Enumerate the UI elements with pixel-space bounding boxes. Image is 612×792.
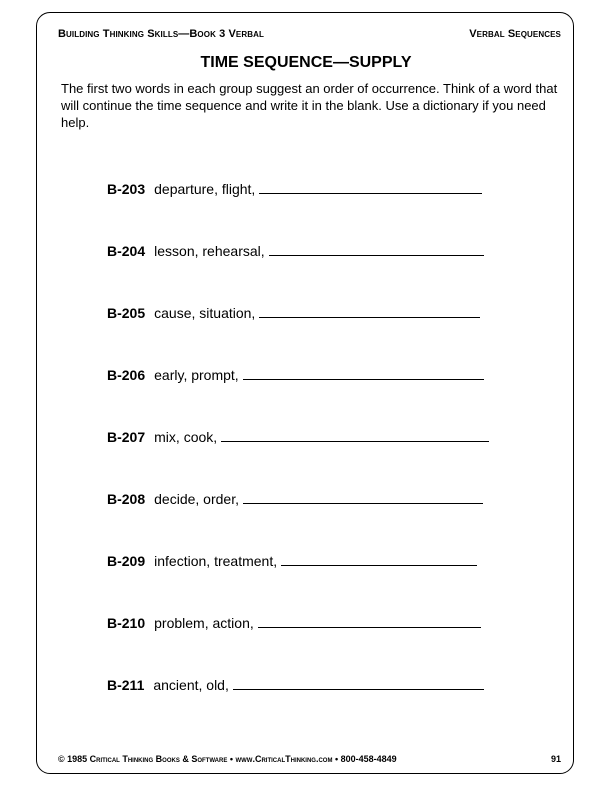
exercise-item: [107, 303, 480, 321]
item-number: B-206: [107, 367, 146, 383]
item-words: early, prompt,: [154, 367, 239, 383]
answer-blank[interactable]: [259, 303, 480, 318]
item-number: B-208: [107, 491, 146, 507]
exercise-item: [107, 179, 482, 197]
item-words: problem, action,: [154, 615, 254, 631]
answer-blank[interactable]: [243, 365, 484, 380]
item-number: B-207: [107, 429, 146, 445]
item-number: B-209: [107, 553, 146, 569]
item-words: ancient, old,: [153, 677, 229, 693]
instructions: The first two words in each group suggest an order of occurrence. Think of a word that will continue the time sequence and write it in the blank. Use a dictionary if you need help.: [61, 81, 558, 130]
item-number: B-211: [107, 677, 145, 693]
answer-blank[interactable]: [281, 551, 477, 566]
exercise-item: [107, 551, 477, 569]
item-words: infection, treatment,: [154, 553, 278, 569]
answer-blank[interactable]: [259, 179, 482, 194]
section-title: Verbal Sequences: [469, 28, 561, 40]
item-number: B-204: [107, 243, 146, 259]
exercise-item: [107, 489, 483, 507]
item-words: mix, cook,: [154, 429, 218, 445]
copyright-footer: © 1985 Critical Thinking Books & Software • www.CriticalThinking.com • 800-458-4849: [58, 754, 397, 764]
item-words: departure, flight,: [154, 181, 256, 197]
exercise-item: [107, 427, 489, 445]
page-title: TIME SEQUENCE—SUPPLY: [200, 54, 412, 71]
item-number: B-210: [107, 615, 146, 631]
exercise-item: [107, 613, 481, 631]
item-words: lesson, rehearsal,: [154, 243, 265, 259]
answer-blank[interactable]: [233, 675, 484, 690]
answer-blank[interactable]: [243, 489, 483, 504]
page-number: 91: [550, 754, 561, 764]
item-words: cause, situation,: [154, 305, 256, 321]
answer-blank[interactable]: [269, 241, 484, 256]
item-words: decide, order,: [154, 491, 239, 507]
book-title: Building Thinking Skills—Book 3 Verbal: [58, 28, 264, 40]
answer-blank[interactable]: [221, 427, 489, 442]
exercise-item: [107, 675, 484, 693]
item-number: B-205: [107, 305, 146, 321]
exercise-item: [107, 241, 484, 259]
item-number: B-203: [107, 181, 146, 197]
exercise-item: [107, 365, 484, 383]
answer-blank[interactable]: [258, 613, 481, 628]
